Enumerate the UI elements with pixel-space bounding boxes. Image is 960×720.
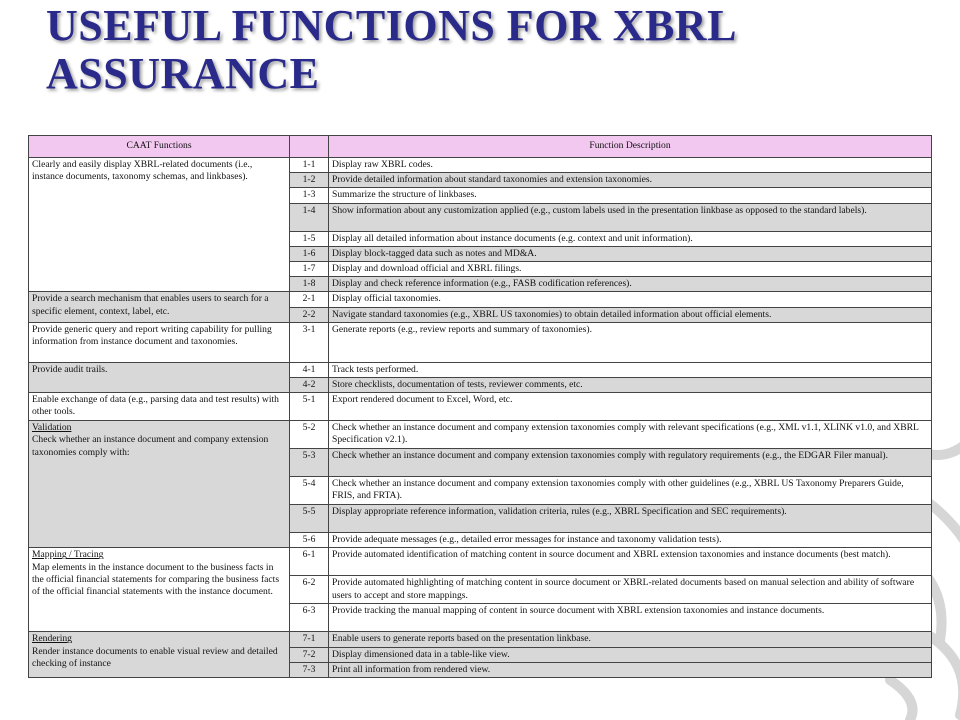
function-number: 7-1 xyxy=(290,632,329,647)
function-number: 4-1 xyxy=(290,362,329,377)
function-cell-rendering xyxy=(29,632,290,678)
table-row xyxy=(29,322,932,362)
function-description: Navigate standard taxonomies (e.g., XBRL US taxonomies) to obtain detailed information about official elements. xyxy=(329,307,932,322)
function-description: Print all information from rendered view. xyxy=(329,662,932,677)
table-row xyxy=(29,158,932,173)
function-heading: Validation xyxy=(32,422,72,434)
function-description: Check whether an instance document and company extension taxonomies comply with other guidelines (e.g., XBRL US Taxonomy Preparers Guide, FRIS, and FRTA). xyxy=(329,477,932,505)
function-number: 5-3 xyxy=(290,449,329,477)
function-cell-validation xyxy=(29,421,290,548)
function-number: 5-1 xyxy=(290,393,329,421)
function-number: 1-5 xyxy=(290,231,329,246)
function-number: 3-1 xyxy=(290,322,329,362)
function-number: 2-2 xyxy=(290,307,329,322)
function-description: Display official taxonomies. xyxy=(329,292,932,307)
function-text: Map elements in the instance document to the business facts in the official financial statements for comparing the business facts of the official financial statements with the instance document. xyxy=(32,561,280,598)
function-number: 1-6 xyxy=(290,246,329,261)
function-number: 5-4 xyxy=(290,477,329,505)
function-cell-exchange xyxy=(29,393,290,421)
title-line-1: USEFUL FUNCTIONS FOR XBRL xyxy=(46,1,737,50)
function-number: 1-4 xyxy=(290,203,329,231)
function-number: 5-5 xyxy=(290,505,329,533)
function-cell-audit-trails xyxy=(29,362,290,392)
function-text: Clearly and easily display XBRL-related documents (i.e., instance documents, taxonomy schemas, and linkbases). xyxy=(32,159,253,183)
table-row xyxy=(29,393,932,421)
function-number: 7-3 xyxy=(290,662,329,677)
title-line-2: ASSURANCE xyxy=(46,49,320,98)
function-description: Display and download official and XBRL filings. xyxy=(329,262,932,277)
function-number: 1-7 xyxy=(290,262,329,277)
function-number: 1-3 xyxy=(290,188,329,203)
table-row xyxy=(29,632,932,647)
table-row xyxy=(29,421,932,449)
function-number: 2-1 xyxy=(290,292,329,307)
function-description: Display appropriate reference information, validation criteria, rules (e.g., XBRL Specification and SEC requirements). xyxy=(329,505,932,533)
table-row xyxy=(29,362,932,377)
function-description: Display and check reference information (e.g., FASB codification references). xyxy=(329,277,932,292)
function-number: 5-2 xyxy=(290,421,329,449)
function-number: 5-6 xyxy=(290,533,329,548)
function-text: Provide a search mechanism that enables users to search for a specific element, context, label, etc. xyxy=(32,293,269,317)
function-description: Provide adequate messages (e.g., detailed error messages for instance and taxonomy validation tests). xyxy=(329,533,932,548)
function-number: 4-2 xyxy=(290,378,329,393)
function-description: Check whether an instance document and company extension taxonomies comply with relevant specifications (e.g., XML v1.1, XLINK v1.0, and XBRL Specification v2.1). xyxy=(329,421,932,449)
function-description: Display dimensioned data in a table-like view. xyxy=(329,647,932,662)
table-row xyxy=(29,548,932,576)
function-description: Provide automated highlighting of matching content in source document or XBRL-related documents based on manual selection and ability of software users to accept and store mappings. xyxy=(329,576,932,604)
function-number: 1-2 xyxy=(290,173,329,188)
caat-functions-table xyxy=(28,135,932,678)
function-heading: Rendering xyxy=(32,633,72,645)
function-description: Display block-tagged data such as notes and MD&A. xyxy=(329,246,932,261)
function-description: Enable users to generate reports based on the presentation linkbase. xyxy=(329,632,932,647)
function-description: Provide automated identification of matching content in source document and XBRL extension taxonomies and instance documents (best match). xyxy=(329,548,932,576)
function-description: Provide detailed information about standard taxonomies and extension taxonomies. xyxy=(329,173,932,188)
header-function-description: Function Description xyxy=(329,136,932,158)
function-description: Store checklists, documentation of tests, reviewer comments, etc. xyxy=(329,378,932,393)
function-description: Show information about any customization applied (e.g., custom labels used in the presentation linkbase as opposed to the standard labels). xyxy=(329,203,932,231)
function-number: 1-8 xyxy=(290,277,329,292)
header-number xyxy=(290,136,329,158)
function-description: Generate reports (e.g., review reports and summary of taxonomies). xyxy=(329,322,932,362)
page-title xyxy=(46,2,926,98)
function-description: Summarize the structure of linkbases. xyxy=(329,188,932,203)
function-text: Enable exchange of data (e.g., parsing data and test results) with other tools. xyxy=(32,394,279,418)
function-description: Display raw XBRL codes. xyxy=(329,158,932,173)
function-heading: Mapping / Tracing xyxy=(32,549,104,561)
function-number: 6-2 xyxy=(290,576,329,604)
function-description: Provide tracking the manual mapping of content in source document with XBRL extension taxonomies and instance documents. xyxy=(329,604,932,632)
function-cell-search xyxy=(29,292,290,322)
function-description: Export rendered document to Excel, Word, etc. xyxy=(329,393,932,421)
function-cell-query xyxy=(29,322,290,362)
function-text: Provide generic query and report writing capability for pulling information from instance document and taxonomies. xyxy=(32,323,272,348)
function-cell-display xyxy=(29,158,290,292)
function-text: Provide audit trails. xyxy=(32,363,108,375)
function-description: Track tests performed. xyxy=(329,362,932,377)
function-number: 6-3 xyxy=(290,604,329,632)
function-number: 6-1 xyxy=(290,548,329,576)
function-text: Render instance documents to enable visual review and detailed checking of instance xyxy=(32,645,278,669)
function-text: Check whether an instance document and company extension taxonomies comply with: xyxy=(32,434,269,458)
function-description: Display all detailed information about instance documents (e.g. context and unit information). xyxy=(329,231,932,246)
table-header-row xyxy=(29,136,932,158)
table-row xyxy=(29,292,932,307)
function-cell-mapping xyxy=(29,548,290,632)
function-number: 1-1 xyxy=(290,158,329,173)
function-number: 7-2 xyxy=(290,647,329,662)
function-description: Check whether an instance document and company extension taxonomies comply with regulatory requirements (e.g., the EDGAR Filer manual). xyxy=(329,449,932,477)
header-caat-functions: CAAT Functions xyxy=(29,136,290,158)
